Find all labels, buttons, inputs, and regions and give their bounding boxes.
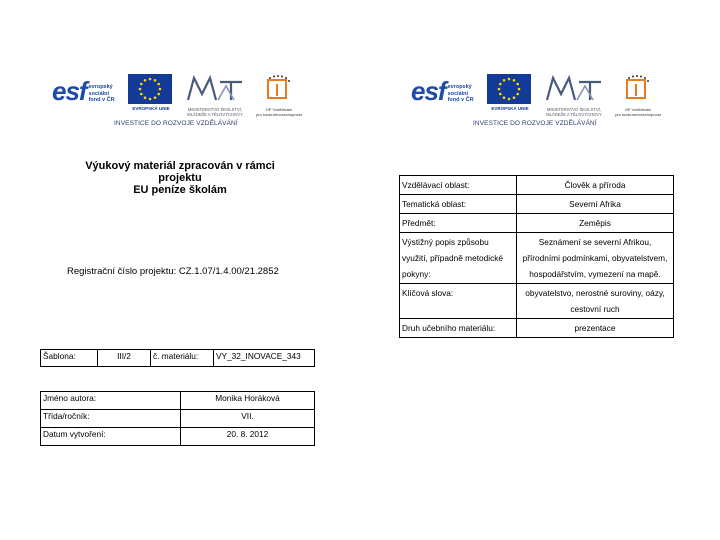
author-value: Monika Horáková: [181, 392, 315, 410]
esf-text-2: sociální: [447, 90, 469, 97]
project-title: [65, 160, 295, 196]
msmt-caption-2: MLÁDEŽE A TĚLOVÝCHOVY: [546, 112, 602, 117]
eu-logo: [487, 74, 533, 111]
eu-caption: EVROPSKÁ UNIE: [491, 106, 529, 111]
info-value: Seznámení se severní Afrikou, přírodními podmínkami, obyvatelstvem, hospodářstvím, vymezení na mapě.: [517, 233, 674, 284]
info-value: obyvatelstvo, nerostné suroviny, oázy, cestovní ruch: [517, 284, 674, 319]
table-row: [400, 233, 674, 284]
material-value: VY_32_INOVACE_343: [214, 350, 315, 367]
info-label: Tematická oblast:: [400, 195, 517, 214]
logo-band-right: [411, 74, 673, 134]
esf-mark: esf: [52, 76, 87, 106]
info-label: Druh učebního materiálu:: [400, 319, 517, 338]
class-value: VII.: [181, 410, 315, 428]
op-mark-icon: [254, 74, 302, 102]
title-line-1: Výukový materiál zpracován v rámci projektu: [85, 160, 275, 184]
info-label: Klíčová slova:: [400, 284, 517, 319]
msmt-caption-1: MINISTERSTVO ŠKOLSTVÍ,: [546, 107, 602, 112]
table-row: [41, 428, 315, 446]
info-value: Zeměpis: [517, 214, 674, 233]
table-row: [400, 195, 674, 214]
op-logo: [254, 74, 304, 117]
author-label: Jméno autora:: [41, 392, 181, 410]
date-value: 20. 8. 2012: [181, 428, 315, 446]
esf-text-3: fond v ČR: [447, 97, 474, 103]
table-row: [400, 284, 674, 319]
date-label: Datum vytvoření:: [41, 428, 181, 446]
eu-flag-icon: [487, 74, 531, 104]
material-label: č. materiálu:: [151, 350, 214, 367]
esf-mark: esf: [411, 76, 446, 106]
op-logo: [613, 74, 663, 117]
op-caption-2: pro konkurenceschopnost: [615, 112, 661, 117]
material-info-table: [399, 175, 674, 338]
esf-logo: [411, 74, 483, 114]
title-line-2: EU peníze školám: [133, 184, 227, 196]
class-label: Třída/ročník:: [41, 410, 181, 428]
info-label: Předmět:: [400, 214, 517, 233]
msmt-logo: [539, 74, 609, 117]
eu-logo: [128, 74, 174, 111]
eu-caption: EVROPSKÁ UNIE: [132, 106, 170, 111]
esf-text-1: evropský: [88, 84, 113, 90]
esf-text-3: fond v ČR: [88, 97, 115, 103]
op-caption-1: OP Vzdělávání: [265, 107, 293, 112]
info-label: Výstižný popis způsobu využití, případně metodické pokyny:: [400, 233, 517, 284]
logo-band-left: [52, 74, 314, 134]
op-caption-1: OP Vzdělávání: [624, 107, 652, 112]
registration-number: Registrační číslo projektu: CZ.1.07/1.4.00/21.2852: [67, 266, 279, 277]
esf-text-2: sociální: [88, 90, 110, 97]
table-row: [400, 319, 674, 338]
info-value: prezentace: [517, 319, 674, 338]
info-value: Severní Afrika: [517, 195, 674, 214]
sablona-table: [40, 349, 315, 367]
info-label: Vzdělávací oblast:: [400, 176, 517, 195]
table-row: [400, 214, 674, 233]
op-mark-icon: [613, 74, 661, 102]
table-row: [41, 392, 315, 410]
msmt-caption-2: MLÁDEŽE A TĚLOVÝCHOVY: [187, 112, 243, 117]
sablona-label: Šablona:: [41, 350, 98, 367]
esf-text-1: evropský: [447, 84, 472, 90]
msmt-logo: [180, 74, 250, 117]
table-row: [41, 410, 315, 428]
esf-logo: [52, 74, 124, 114]
table-row: [400, 176, 674, 195]
author-table: [40, 391, 315, 446]
msmt-mark-icon: [180, 74, 250, 102]
table-row: [41, 350, 315, 367]
eu-flag-icon: [128, 74, 172, 104]
investice-tagline: INVESTICE DO ROZVOJE VZDĚLÁVÁNÍ: [114, 120, 238, 127]
msmt-mark-icon: [539, 74, 609, 102]
investice-tagline: INVESTICE DO ROZVOJE VZDĚLÁVÁNÍ: [473, 120, 597, 127]
sablona-value: III/2: [98, 350, 151, 367]
op-caption-2: pro konkurenceschopnost: [256, 112, 302, 117]
info-value: Člověk a příroda: [517, 176, 674, 195]
msmt-caption-1: MINISTERSTVO ŠKOLSTVÍ,: [187, 107, 243, 112]
